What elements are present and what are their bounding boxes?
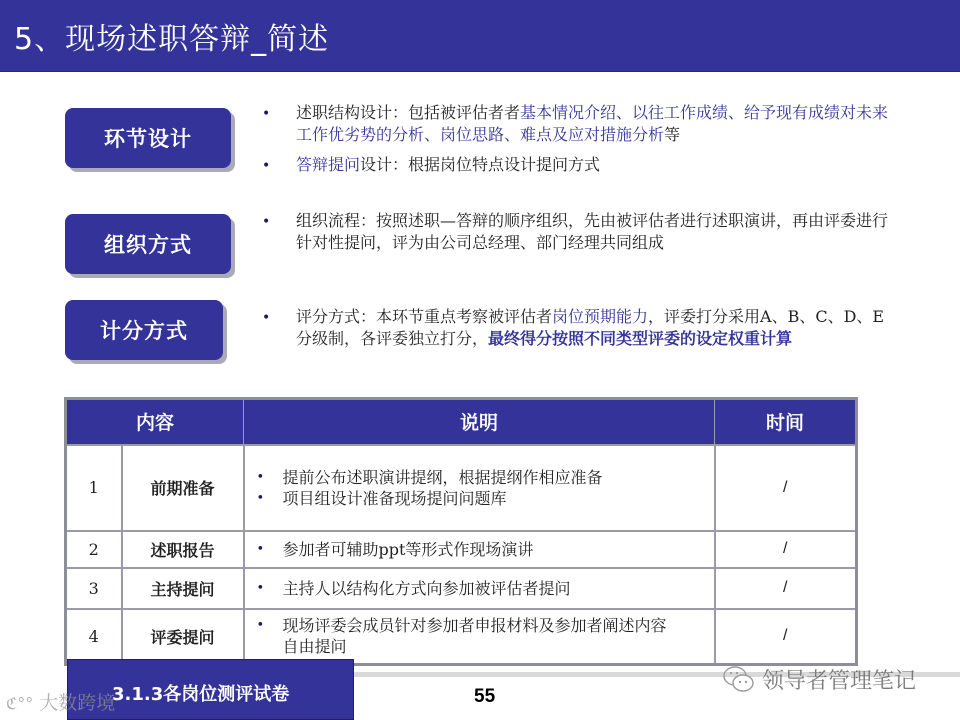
- row-time: /: [715, 531, 857, 568]
- col-header-content: 内容: [66, 399, 244, 445]
- bullet-item: [258, 210, 898, 254]
- bullet-highlight: 答辩提问: [296, 155, 361, 174]
- col-header-description: 说明: [244, 399, 715, 445]
- row-number: 3: [66, 568, 122, 609]
- wechat-icon: [722, 665, 756, 695]
- col-header-time: 时间: [715, 399, 857, 445]
- footer-section-label: 3.1.3各岗位测评试卷: [112, 684, 290, 705]
- desc-item: • 项目组设计准备现场提问问题库: [256, 488, 507, 508]
- row-description: [244, 531, 715, 568]
- scoring-bullets: [258, 306, 898, 356]
- desc-item: • 主持人以结构化方式向参加被评估者提问: [256, 578, 571, 598]
- bullet-icon: •: [262, 106, 271, 122]
- watermark-right: 领导者管理笔记: [722, 664, 916, 695]
- row-name: 述职报告: [122, 531, 244, 568]
- row-name: 前期准备: [122, 445, 244, 531]
- process-table: [64, 397, 858, 666]
- row-number: 1: [66, 445, 122, 531]
- bullet-icon: •: [262, 310, 271, 326]
- row-time: /: [715, 568, 857, 609]
- watermark-logo-icon: ℭ°°: [6, 694, 34, 713]
- table-row: [66, 568, 857, 609]
- desc-item: • 现场评委会成员针对参加者申报材料及参加者阐述内容自由提问: [256, 616, 667, 657]
- bullet-icon: •: [256, 541, 265, 557]
- bullet-text: 组织流程：按照述职—答辩的顺序组织，先由被评估者进行述职演讲，再由评委进行针对性提问，评为由公司总经理、部门经理共同组成: [296, 211, 889, 252]
- row-description: [244, 609, 715, 665]
- page-title: 5、现场述职答辩_简述: [14, 22, 330, 57]
- section-label-organization: 组织方式: [65, 214, 231, 274]
- bullet-item: [258, 154, 898, 176]
- bullet-highlight: 基本情况介绍、以往工作成绩、给予现有成绩对未来工作优劣势的分析、岗位思路、难点及应对措施分析: [296, 103, 889, 144]
- watermark-left: ℭ°° 大数跨境: [6, 692, 116, 714]
- row-description: [244, 568, 715, 609]
- bullet-text: 述职结构设计：包括被评估者者: [296, 103, 521, 122]
- bullet-icon: •: [256, 490, 265, 506]
- row-time: /: [715, 445, 857, 531]
- organization-bullets: [258, 210, 898, 260]
- title-bar: [0, 0, 960, 72]
- table-row: [66, 445, 857, 531]
- section-label-scoring: 计分方式: [65, 300, 223, 360]
- section-label-design: 环节设计: [65, 108, 231, 168]
- desc-item: • 参加者可辅助ppt等形式作现场演讲: [256, 539, 534, 559]
- page-number: 55: [474, 686, 496, 707]
- bullet-item: [258, 102, 898, 146]
- desc-item: • 提前公布述职演讲提纲，根据提纲作相应准备: [256, 467, 603, 487]
- row-number: 4: [66, 609, 122, 665]
- bullet-highlight: 岗位预期能力: [552, 307, 649, 326]
- bullet-icon: •: [256, 618, 265, 634]
- row-number: 2: [66, 531, 122, 568]
- bullet-text: 等: [664, 125, 681, 144]
- bullet-item: [258, 306, 898, 350]
- bullet-text: 评分方式：本环节重点考察被评估者: [296, 307, 553, 326]
- bullet-icon: •: [256, 469, 265, 485]
- row-name: 主持提问: [122, 568, 244, 609]
- design-bullets: [258, 102, 898, 182]
- row-time: /: [715, 609, 857, 665]
- bullet-emphasis: 最终得分按照不同类型评委的设定权重计算: [488, 329, 793, 348]
- bullet-icon: •: [256, 580, 265, 596]
- table-row: [66, 609, 857, 665]
- bullet-icon: •: [262, 158, 271, 174]
- bullet-text: 设计：根据岗位特点设计提问方式: [360, 155, 601, 174]
- row-name: 评委提问: [122, 609, 244, 665]
- bullet-icon: •: [262, 214, 271, 230]
- table-header-row: [66, 399, 857, 445]
- table-row: [66, 531, 857, 568]
- bullet-text: ，评委打分采用A、B、C、D、E分级制，各评委独立打分，: [296, 307, 885, 348]
- row-description: [244, 445, 715, 531]
